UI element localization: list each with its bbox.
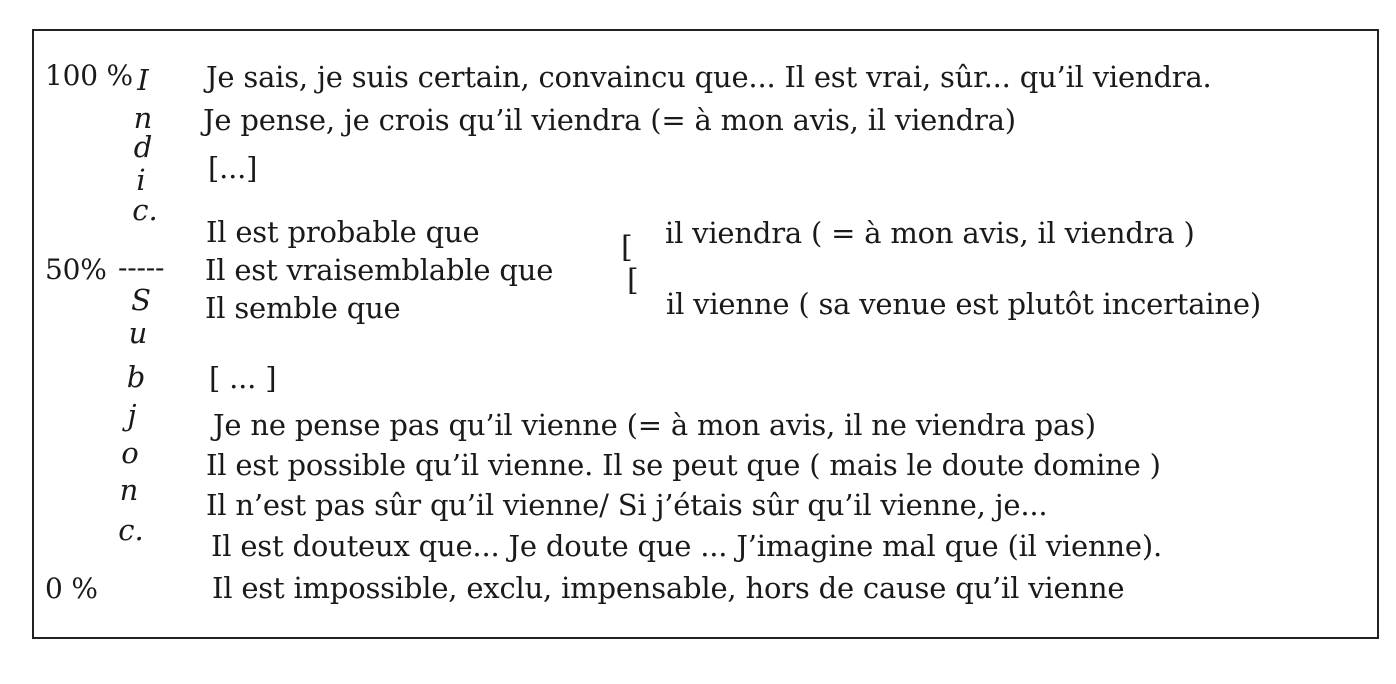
line-ellipsis-1: [...] (208, 151, 258, 185)
line-douteux: Il est douteux que... Je doute que ... J’imagine mal que (il vienne). (211, 529, 1163, 563)
scale-100-label: 100 % (45, 59, 133, 92)
line-certain: Je sais, je suis certain, convaincu que... Il est vrai, sûr... qu’il viendra. (206, 60, 1212, 94)
line-semble: Il semble que (205, 291, 401, 325)
subjonc-letter-4: j (127, 398, 137, 432)
bracket-bottom: [ (627, 263, 639, 298)
indic-letter-2: n (133, 101, 153, 135)
subjonc-letter-5: o (121, 436, 139, 470)
line-probable: Il est probable que (206, 215, 480, 249)
line-ellipsis-2: [ ... ] (209, 361, 277, 395)
subjonc-letter-6: n (119, 473, 139, 507)
branch-subjunctive: il vienne ( sa venue est plutôt incertaine) (666, 287, 1261, 321)
subjonc-letter-3: b (126, 360, 146, 394)
scale-50-label: 50% (45, 253, 107, 286)
bracket-top: [ (621, 230, 633, 265)
branch-indicative: il viendra ( = à mon avis, il viendra ) (665, 216, 1195, 250)
subjonc-letter-1: S (131, 283, 151, 317)
line-ne-pense-pas: Je ne pense pas qu’il vienne (= à mon avis, il ne viendra pas) (213, 408, 1096, 442)
scale-0-label: 0 % (45, 572, 98, 605)
line-vraisemblable: Il est vraisemblable que (205, 253, 554, 287)
subjonc-letter-2: u (128, 316, 148, 350)
line-pense: Je pense, je crois qu’il viendra (= à mon avis, il viendra) (203, 103, 1016, 137)
subjonc-letter-7: c. (118, 513, 144, 547)
indic-letter-4: i (136, 163, 146, 197)
line-pas-sur: Il n’est pas sûr qu’il vienne/ Si j’étais sûr qu’il vienne, je... (206, 488, 1048, 522)
scale-50-dashes: ----- (118, 251, 165, 284)
indic-letter-5: c. (132, 193, 158, 227)
indic-letter-3: d (133, 130, 153, 164)
line-possible: Il est possible qu’il vienne. Il se peut que ( mais le doute domine ) (206, 448, 1161, 482)
line-impossible: Il est impossible, exclu, impensable, hors de cause qu’il vienne (212, 571, 1125, 605)
indic-letter-1: I (137, 63, 149, 97)
